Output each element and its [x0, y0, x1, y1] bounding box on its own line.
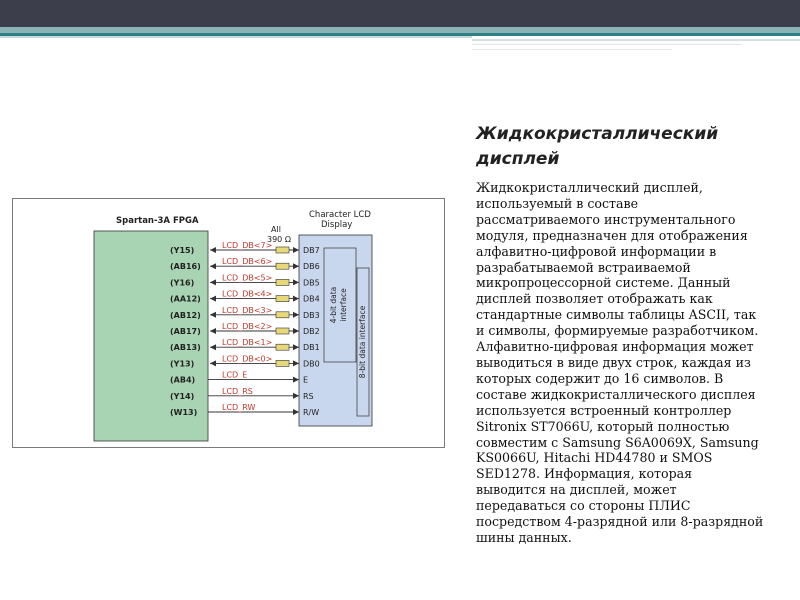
- resistor-icon: [276, 296, 289, 302]
- lcd-pin-label: DB0: [303, 359, 320, 369]
- resistor-value: 390 Ω: [267, 235, 291, 244]
- net-label: LCD_RW: [222, 403, 256, 412]
- lcd-label-sub: Display: [321, 220, 353, 230]
- net-label: LCD_DB<7>: [222, 241, 273, 250]
- lcd-label: Character LCD: [309, 210, 371, 220]
- fpga-pin-label: (AA12): [170, 294, 201, 304]
- bus8-label: 8-bit data interface: [358, 305, 367, 379]
- deco-line: [472, 39, 800, 41]
- fpga-pin-label: (AB13): [170, 343, 201, 353]
- lcd-pin-label: DB1: [303, 343, 320, 353]
- top-bar: [0, 0, 800, 27]
- lcd-pin-label: DB5: [303, 278, 320, 288]
- net-label: LCD_DB<6>: [222, 257, 273, 267]
- net-label: LCD_DB<5>: [222, 273, 273, 283]
- fpga-pin-label: (AB16): [170, 262, 201, 272]
- net-label: LCD_DB<1>: [222, 338, 273, 348]
- deco-line: [472, 49, 672, 50]
- fpga-pin-label: (AB17): [170, 327, 201, 336]
- lcd-interface-diagram: [12, 198, 445, 448]
- resistor-icon: [276, 360, 289, 366]
- fpga-pin-label: (Y14): [170, 391, 195, 401]
- lcd-pin-label: R/W: [303, 408, 320, 417]
- resistor-icon: [276, 247, 289, 253]
- bus4-label: 4-bit data: [329, 286, 338, 324]
- net-label: LCD_E: [222, 370, 248, 380]
- top-stripe-thin: [0, 36, 472, 38]
- lcd-pin-label: DB4: [303, 294, 320, 304]
- fpga-pin-label: (AB12): [170, 310, 201, 320]
- slide-title: Жидкокристаллический дисплей: [476, 124, 719, 169]
- fpga-label: Spartan-3A FPGA: [116, 216, 199, 226]
- net-label: LCD_DB<2>: [222, 322, 273, 331]
- resistor-icon: [276, 312, 289, 318]
- slide-body: Жидкокристаллический дисплей, используемый в составе рассматриваемого инструментального модуля, предназначен для отображения алфавитно-цифровой информации в разрабатываемой встраиваемой микропроцессорной системе. Данный дисплей позволяет отображать как стандартные символы таблицы ASCII, так и символы, формируемые разработчиком. Алфавитно-цифровая информация может выводиться в виде двух строк, каждая из которых содержит до 16 символов. В составе жидкокристаллического дисплея используется встроенный контроллер Sitronix ST7066U, который полностью совместим с Samsung S6A0069X, Samsung KS0066U, Hitachi HD44780 и SMOS SED1278. Информация, которая выводится на дисплей, может передаваться со стороны ПЛИС посредством 4-разрядной или 8-разрядной шины данных.: [476, 180, 764, 545]
- fpga-pin-label: (W13): [170, 408, 198, 417]
- lcd-pin-label: DB7: [303, 246, 320, 255]
- lcd-pin-label: DB3: [303, 310, 320, 320]
- resistor-icon: [276, 328, 289, 334]
- resistor-icon: [276, 263, 289, 269]
- lcd-pin-label: DB2: [303, 327, 320, 336]
- fpga-pin-label: (AB4): [170, 375, 196, 385]
- bus4-label-sub: interface: [339, 288, 348, 322]
- net-label: LCD_DB<3>: [222, 305, 273, 315]
- lcd-pin-label: RS: [303, 391, 314, 401]
- resistor-icon: [276, 344, 289, 350]
- lcd-pin-label: DB6: [303, 262, 320, 272]
- resistor-icon: [276, 279, 289, 285]
- resistor-label: All: [271, 225, 281, 234]
- deco-line: [472, 44, 742, 45]
- fpga-pin-label: (Y13): [170, 359, 195, 369]
- net-label: LCD_RS: [222, 386, 253, 396]
- lcd-pin-label: E: [303, 375, 309, 385]
- net-label: LCD_DB<0>: [222, 354, 273, 364]
- fpga-pin-label: (Y15): [170, 246, 195, 255]
- net-label: LCD_DB<4>: [222, 289, 273, 299]
- fpga-pin-label: (Y16): [170, 278, 195, 288]
